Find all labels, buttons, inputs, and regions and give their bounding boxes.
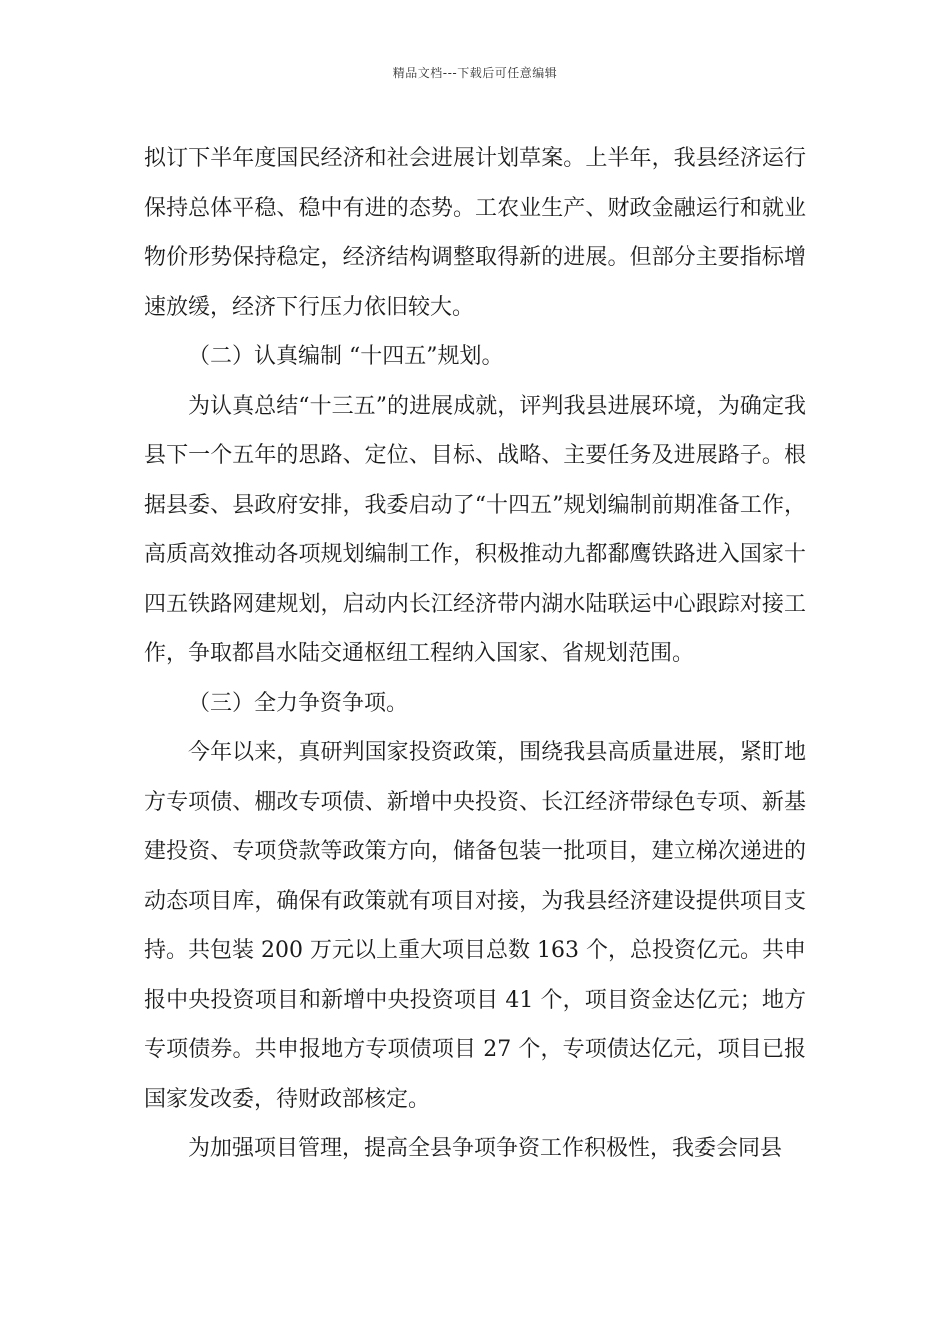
paragraph-funding: 今年以来，真研判国家投资政策，围绕我县高质量进展，紧盯地方专项债、棚改专项债、新增中央投资、长江经济带绿色专项、新基建投资、专项贷款等政策方向，储备包装一批项目，建立梯次递进的动态项目库，确保有政策就有项目对接，为我县经济建设提供项目支持。共包装 200 万元以上重大项目总数 163 个，总投资亿元。共申报中央投资项目和新增中央投资项目 41 个，项目资金达亿元；地方专项债券。共申报地方专项债项目 27 个，专项债达亿元，项目已报国家发改委，待财政部核定。 <box>144 740 806 1112</box>
section-heading-funding: （三）全力争资争项。 <box>188 690 409 716</box>
document-body <box>144 134 806 1174</box>
paragraph-plan-draft: 拟订下半年度国民经济和社会进展计划草案。上半年，我县经济运行保持总体平稳、稳中有进的态势。工农业生产、财政金融运行和就业物价形势保持稳定，经济结构调整取得新的进展。但部分主要指标增速放缓，经济下行压力依旧较大。 <box>144 146 806 320</box>
page-header: 精品文档---下载后可任意编辑 <box>392 66 558 80</box>
paragraph-project-management: 为加强项目管理，提高全县争项争资工作积极性，我委会同县 <box>188 1136 783 1161</box>
paragraph-14th-plan: 为认真总结“十三五”的进展成就，评判我县进展环境，为确定我县下一个五年的思路、定位、目标、战略、主要任务及进展路子。根据县委、县政府安排，我委启动了“十四五”规划编制前期准备工作，高质高效推动各项规划编制工作，积极推动九都鄱鹰铁路进入国家十四五铁路网建规划，启动内长江经济带内湖水陆联运中心跟踪对接工作，争取都昌水陆交通枢纽工程纳入国家、省规划范围。 <box>144 393 806 666</box>
section-heading-14th-plan: （二）认真编制 “十四五”规划。 <box>188 344 504 369</box>
